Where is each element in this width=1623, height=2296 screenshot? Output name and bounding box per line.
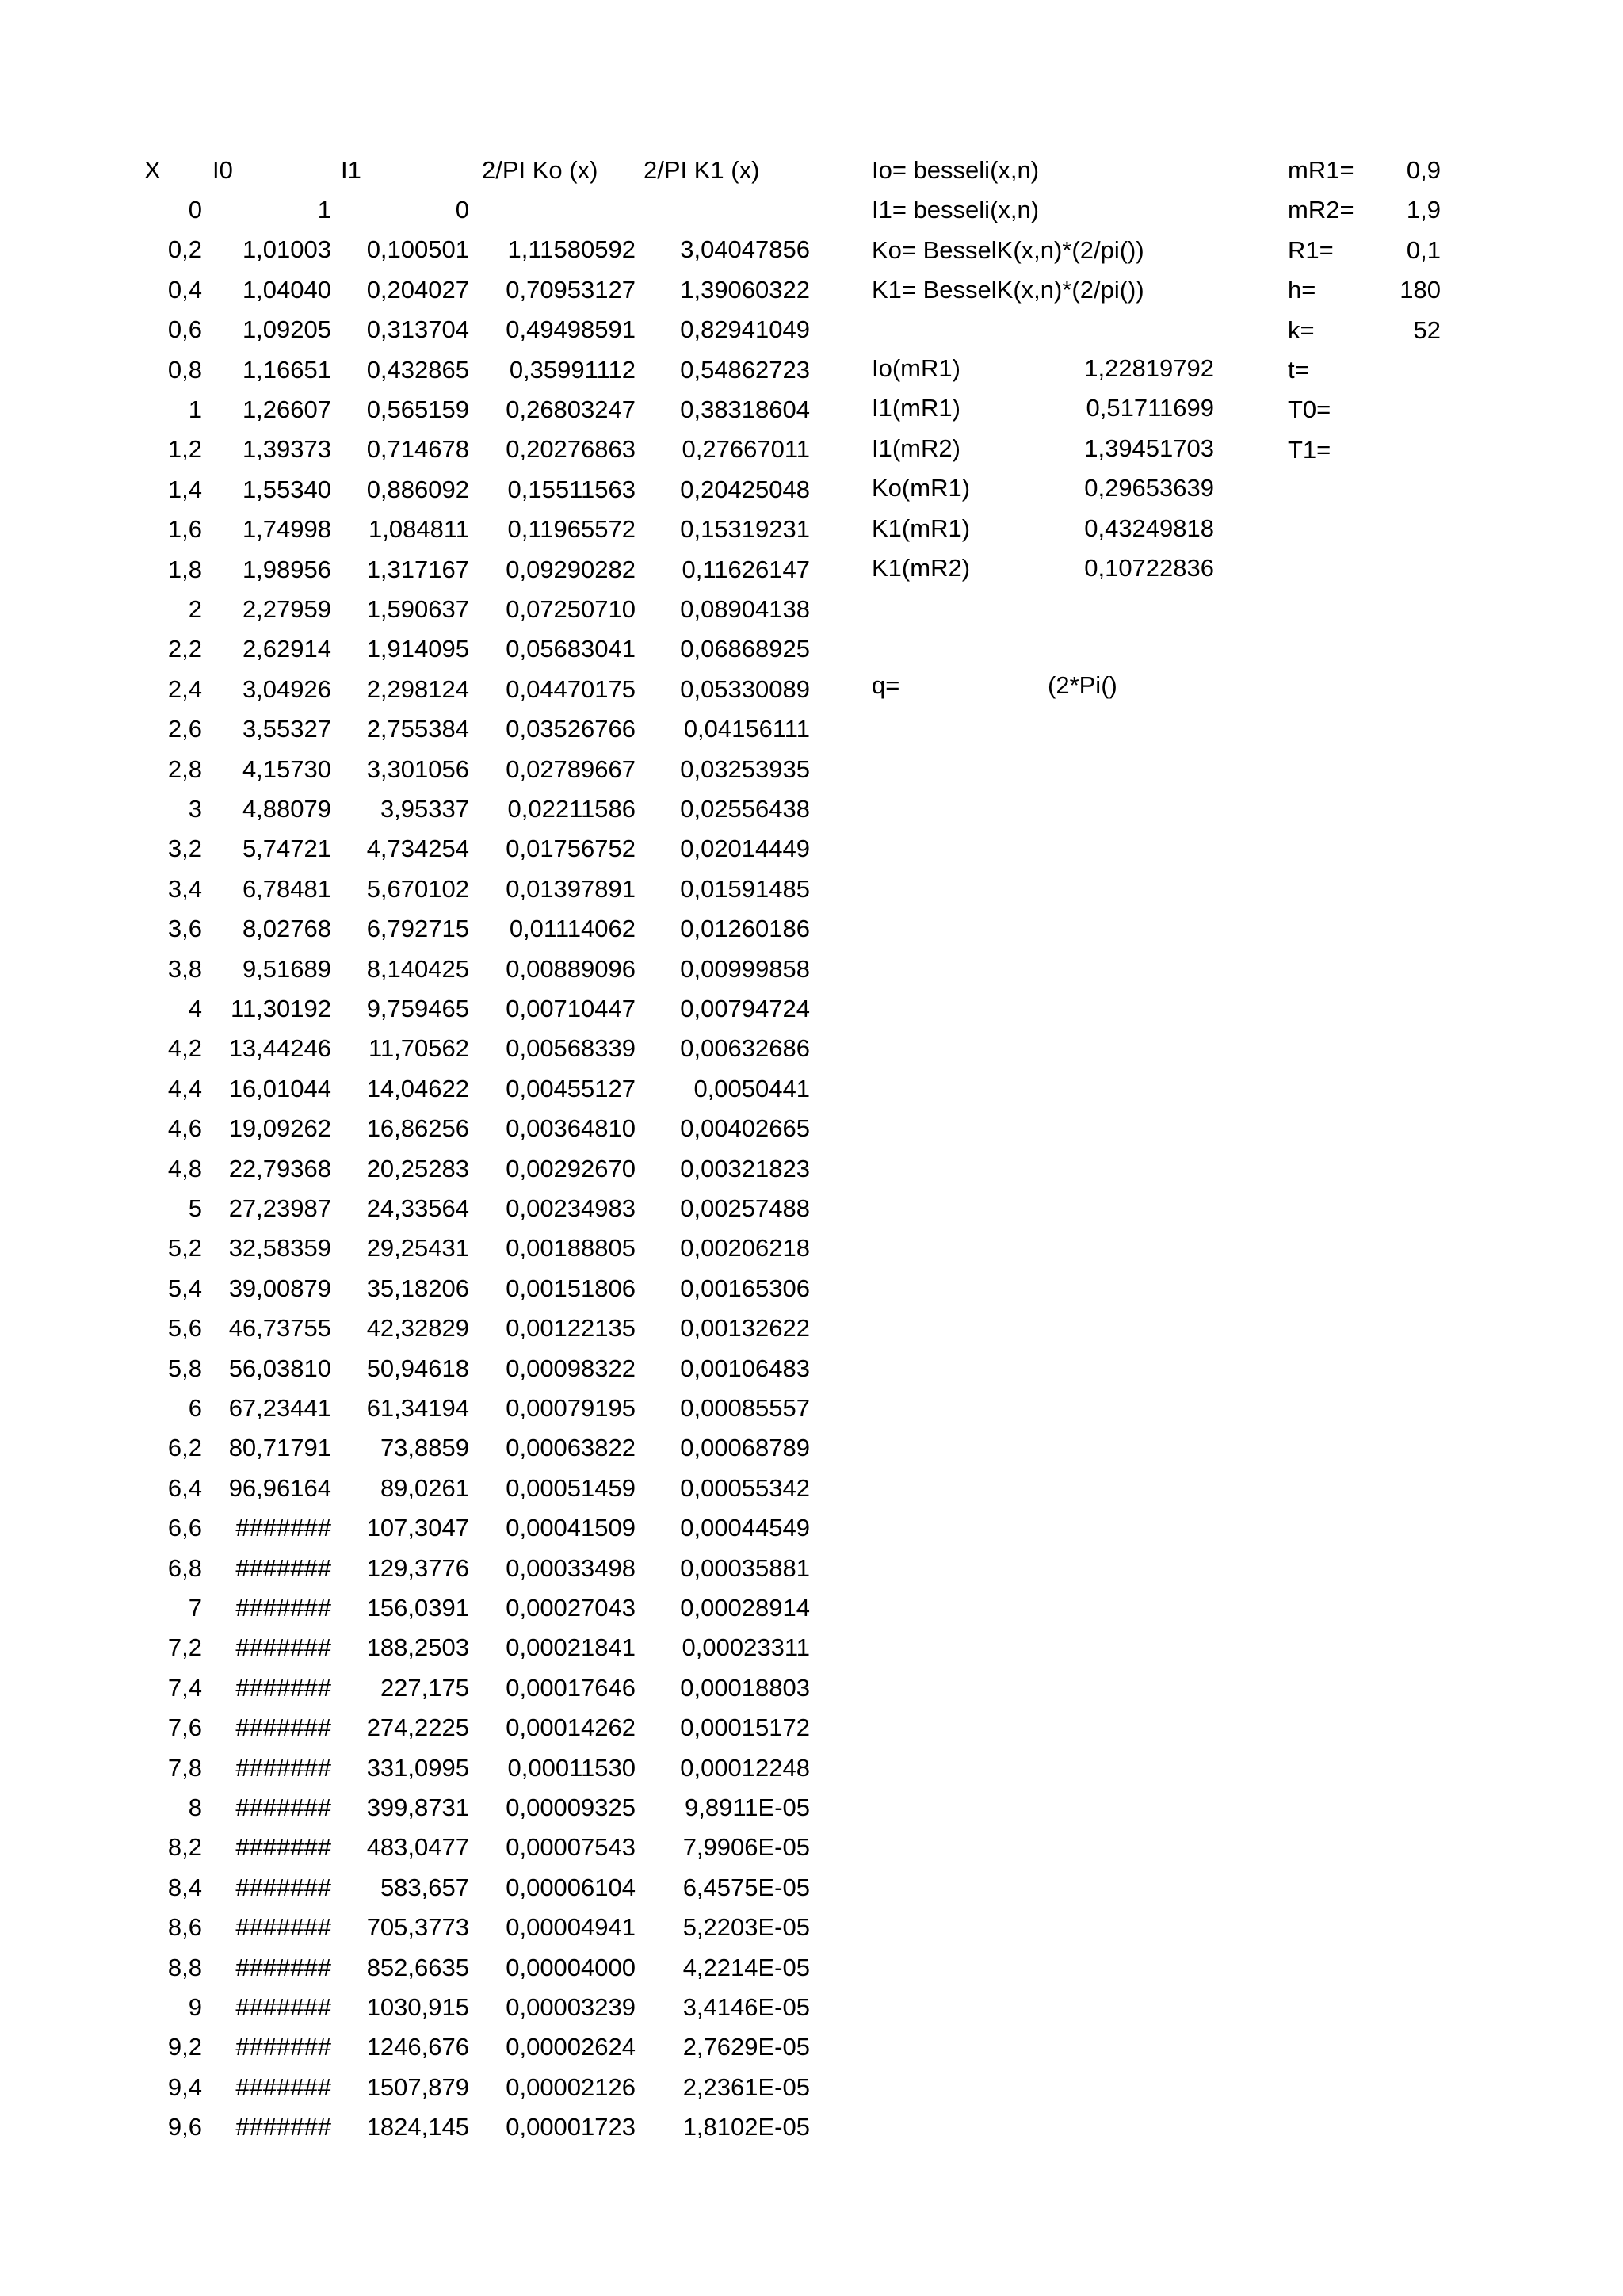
cell-k1: 0,03253935 <box>680 755 810 783</box>
cell-i1: 20,25283 <box>366 1154 469 1182</box>
cell-k1: 0,00012248 <box>680 1753 810 1782</box>
cell-k1: 0,06868925 <box>680 635 810 663</box>
cell-k1: 0,00044549 <box>680 1514 810 1542</box>
cell-i0: 1,74998 <box>242 515 331 544</box>
cell-x: 6,6 <box>167 1514 202 1542</box>
cell-k1: 0,00023311 <box>682 1633 810 1662</box>
cell-ko: 0,70953127 <box>506 275 636 304</box>
cell-i1: 9,759465 <box>366 995 469 1022</box>
cell-i1: 331,0995 <box>366 1753 469 1782</box>
cell-x: 0,2 <box>167 235 202 264</box>
cell-i1: 0,204027 <box>366 275 469 304</box>
result-value: 1,39451703 <box>1084 434 1214 462</box>
cell-i0: 13,44246 <box>228 1034 331 1063</box>
cell-i1: 1824,145 <box>366 2113 469 2141</box>
cell-i0: ####### <box>235 2113 331 2141</box>
cell-ko: 0,00710447 <box>506 995 636 1022</box>
cell-ko: 0,00234983 <box>506 1194 636 1222</box>
cell-ko: 0,00009325 <box>506 1794 636 1821</box>
cell-i0: 4,15730 <box>242 755 331 783</box>
cell-ko: 0,00002624 <box>506 2033 636 2061</box>
param-label: mR2= <box>1288 196 1354 224</box>
cell-i1: 4,734254 <box>366 835 469 863</box>
cell-k1: 0,02014449 <box>680 835 810 863</box>
cell-ko: 0,00122135 <box>506 1314 636 1343</box>
cell-k1: 0,00999858 <box>680 954 810 983</box>
cell-x: 3,8 <box>167 954 202 983</box>
cell-i0: 6,78481 <box>242 874 331 903</box>
cell-ko: 0,26803247 <box>506 395 636 423</box>
cell-k1: 0,00132622 <box>680 1314 810 1343</box>
formula-text: Io= besseli(x,n) <box>872 156 1040 184</box>
cell-i1: 1246,676 <box>366 2033 469 2061</box>
cell-ko: 0,02211586 <box>507 795 636 823</box>
cell-k1: 0,11626147 <box>682 555 810 583</box>
cell-i1: 3,301056 <box>366 755 469 783</box>
result-value: 0,10722836 <box>1084 554 1214 582</box>
cell-x: 3 <box>188 795 202 823</box>
param-label: T0= <box>1288 395 1331 424</box>
cell-x: 3,6 <box>167 915 202 943</box>
cell-i0: 8,02768 <box>242 915 331 943</box>
cell-k1: 9,8911E-05 <box>685 1794 810 1821</box>
cell-ko: 0,00051459 <box>506 1473 636 1502</box>
cell-i1: 156,0391 <box>366 1594 469 1622</box>
result-label: I1(mR1) <box>872 394 960 422</box>
cell-k1: 0,00085557 <box>680 1394 810 1422</box>
cell-x: 9,6 <box>167 2113 202 2141</box>
cell-i0: 56,03810 <box>228 1354 331 1382</box>
cell-x: 3,4 <box>167 874 202 903</box>
cell-x: 4,2 <box>167 1034 202 1063</box>
cell-ko: 0,00004000 <box>506 1953 636 1981</box>
result-label: Io(mR1) <box>872 354 960 382</box>
cell-i1: 399,8731 <box>366 1794 469 1821</box>
param-value <box>1379 350 1441 390</box>
cell-i0: ####### <box>235 1953 331 1981</box>
cell-k1: 0,38318604 <box>680 395 810 423</box>
result-value: 0,51711699 <box>1086 394 1214 422</box>
cell-k1: 0,27667011 <box>682 435 810 464</box>
param-label: t= <box>1288 356 1309 384</box>
cell-x: 6,2 <box>167 1434 202 1462</box>
cell-k1: 5,2203E-05 <box>682 1913 810 1942</box>
cell-k1: 0,00015172 <box>680 1713 810 1742</box>
cell-k1: 1,8102E-05 <box>682 2113 810 2141</box>
cell-x: 1 <box>188 395 202 423</box>
cell-ko: 0,07250710 <box>506 595 636 623</box>
q-value: (2*Pi() <box>1048 671 1117 699</box>
cell-ko: 0,01756752 <box>506 835 636 863</box>
cell-ko: 0,00011530 <box>507 1753 636 1782</box>
cell-x: 7,6 <box>167 1713 202 1742</box>
cell-ko: 0,02789667 <box>506 755 636 783</box>
cell-i0: 3,55327 <box>242 715 331 743</box>
cell-x: 7 <box>188 1594 202 1622</box>
cell-x: 6 <box>188 1394 202 1422</box>
cell-k1: 0,00055342 <box>680 1473 810 1502</box>
cell-x: 0 <box>188 196 202 223</box>
cell-i0: 46,73755 <box>228 1314 331 1343</box>
cell-i0: ####### <box>235 1753 331 1782</box>
cell-k1: 0,02556438 <box>680 795 810 823</box>
cell-x: 8,8 <box>167 1953 202 1981</box>
cell-ko: 0,00004941 <box>506 1913 636 1942</box>
cell-ko: 0,00007543 <box>506 1833 636 1862</box>
cell-i1: 227,175 <box>380 1673 469 1702</box>
cell-ko: 0,00027043 <box>506 1594 636 1622</box>
cell-i0: 5,74721 <box>242 835 331 863</box>
cell-i0: 1,01003 <box>242 235 331 264</box>
cell-i0: 1,39373 <box>242 435 331 464</box>
cell-i1: 0,313704 <box>366 315 469 344</box>
cell-k1: 2,2361E-05 <box>682 2073 810 2101</box>
cell-ko: 0,05683041 <box>506 635 636 663</box>
cell-ko: 0,11965572 <box>507 515 636 544</box>
cell-i1: 5,670102 <box>366 874 469 903</box>
formula-text: K1= BesselK(x,n)*(2/pi()) <box>872 276 1144 304</box>
cell-k1: 3,04047856 <box>680 235 810 264</box>
cell-i0: ####### <box>235 1993 331 2021</box>
cell-i1: 0 <box>455 196 469 223</box>
cell-ko: 0,00364810 <box>506 1114 636 1143</box>
cell-x: 5,2 <box>167 1234 202 1263</box>
cell-i0: ####### <box>235 1833 331 1862</box>
cell-k1: 0,0050441 <box>693 1074 810 1102</box>
cell-ko: 0,00021841 <box>506 1633 636 1662</box>
cell-i1: 0,886092 <box>366 475 469 503</box>
formula-text: Ko= BesselK(x,n)*(2/pi()) <box>872 235 1144 264</box>
cell-i0: ####### <box>235 1514 331 1542</box>
param-value: 0,1 <box>1406 235 1441 264</box>
cell-ko: 0,00033498 <box>506 1553 636 1582</box>
cell-i1: 107,3047 <box>366 1514 469 1542</box>
cell-k1: 0,00018803 <box>680 1673 810 1702</box>
cell-x: 1,8 <box>167 555 202 583</box>
cell-x: 2,6 <box>167 715 202 743</box>
cell-i0: 32,58359 <box>228 1234 331 1263</box>
cell-ko: 0,01114062 <box>509 915 636 943</box>
cell-i0: 11,30192 <box>231 995 331 1022</box>
cell-i1: 1,317167 <box>366 555 469 583</box>
cell-i0: 1,26607 <box>242 395 331 423</box>
cell-ko: 0,00188805 <box>506 1234 636 1263</box>
cell-k1: 0,15319231 <box>680 515 810 544</box>
cell-ko: 0,00292670 <box>506 1154 636 1182</box>
cell-k1: 0,01591485 <box>680 874 810 903</box>
cell-i0: 1,09205 <box>242 315 331 344</box>
cell-x: 6,8 <box>167 1553 202 1582</box>
cell-i0: ####### <box>235 1594 331 1622</box>
cell-i0: ####### <box>235 1713 331 1742</box>
cell-x: 8 <box>188 1794 202 1821</box>
result-value: 1,22819792 <box>1084 354 1214 382</box>
cell-ko: 0,00063822 <box>506 1434 636 1462</box>
cell-i1: 29,25431 <box>366 1234 469 1263</box>
result-label: Ko(mR1) <box>872 474 971 502</box>
cell-ko: 0,01397891 <box>506 874 636 903</box>
cell-ko: 0,09290282 <box>506 555 636 583</box>
cell-i1: 73,8859 <box>380 1434 469 1462</box>
cell-i1: 129,3776 <box>366 1553 469 1582</box>
cell-i1: 2,298124 <box>366 674 469 703</box>
cell-x: 0,6 <box>167 315 202 344</box>
cell-ko: 0,00455127 <box>506 1074 636 1102</box>
cell-x: 5 <box>188 1194 202 1222</box>
cell-ko: 0,00889096 <box>506 954 636 983</box>
cell-i0: 1,55340 <box>242 475 331 503</box>
cell-x: 2,4 <box>167 674 202 703</box>
cell-i0: ####### <box>235 1633 331 1662</box>
cell-ko: 0,00017646 <box>506 1673 636 1702</box>
param-label: h= <box>1288 276 1316 304</box>
cell-ko <box>471 190 636 230</box>
cell-k1: 0,00165306 <box>680 1274 810 1302</box>
cell-ko: 0,00079195 <box>506 1394 636 1422</box>
cell-x: 7,4 <box>167 1673 202 1702</box>
cell-ko: 0,20276863 <box>506 435 636 464</box>
cell-x: 0,4 <box>167 275 202 304</box>
cell-ko: 0,00041509 <box>506 1514 636 1542</box>
cell-i0: 4,88079 <box>242 795 331 823</box>
cell-i0: 2,62914 <box>242 635 331 663</box>
cell-k1: 0,08904138 <box>680 595 810 623</box>
cell-ko: 0,03526766 <box>506 715 636 743</box>
result-value: 0,43249818 <box>1084 514 1214 542</box>
cell-i1: 89,0261 <box>380 1473 469 1502</box>
cell-x: 8,4 <box>167 1873 202 1901</box>
cell-x: 5,8 <box>167 1354 202 1382</box>
cell-x: 9,4 <box>167 2073 202 2101</box>
param-label: T1= <box>1288 435 1331 464</box>
cell-k1: 3,4146E-05 <box>682 1993 810 2021</box>
cell-i1: 483,0477 <box>366 1833 469 1862</box>
cell-i0: ####### <box>235 1913 331 1942</box>
cell-i0: ####### <box>235 1553 331 1582</box>
cell-ko: 0,04470175 <box>506 674 636 703</box>
cell-k1: 0,00632686 <box>680 1034 810 1063</box>
cell-ko: 1,11580592 <box>507 235 636 264</box>
param-label: k= <box>1288 315 1315 344</box>
cell-k1: 0,00402665 <box>680 1114 810 1143</box>
cell-i1: 1507,879 <box>366 2073 469 2101</box>
cell-k1: 0,04156111 <box>683 715 810 743</box>
cell-k1: 0,01260186 <box>680 915 810 943</box>
cell-i0: 67,23441 <box>228 1394 331 1422</box>
cell-x: 2,2 <box>167 635 202 663</box>
result-label: K1(mR1) <box>872 514 971 542</box>
cell-x: 8,6 <box>167 1913 202 1942</box>
cell-ko: 0,49498591 <box>506 315 636 344</box>
header-i1: I1 <box>341 156 361 184</box>
cell-x: 1,2 <box>167 435 202 464</box>
header-ko: 2/PI Ko (x) <box>482 156 598 184</box>
cell-i1: 16,86256 <box>366 1114 469 1143</box>
cell-x: 4,8 <box>167 1154 202 1182</box>
cell-i1: 0,100501 <box>366 235 469 264</box>
cell-i0: 2,27959 <box>242 595 331 623</box>
result-value: 0,29653639 <box>1084 474 1214 502</box>
cell-k1: 0,00257488 <box>680 1194 810 1222</box>
cell-k1: 0,00035881 <box>680 1553 810 1582</box>
header-x: X <box>144 156 161 184</box>
cell-ko: 0,00006104 <box>506 1873 636 1901</box>
cell-x: 0,8 <box>167 355 202 384</box>
cell-i0: 3,04926 <box>242 674 331 703</box>
cell-ko: 0,00002126 <box>506 2073 636 2101</box>
cell-i1: 0,714678 <box>366 435 469 464</box>
cell-x: 5,4 <box>167 1274 202 1302</box>
cell-k1: 0,00068789 <box>680 1434 810 1462</box>
result-label: I1(mR2) <box>872 434 960 462</box>
cell-ko: 0,00151806 <box>506 1274 636 1302</box>
cell-i0: 96,96164 <box>228 1473 331 1502</box>
cell-x: 4,4 <box>167 1074 202 1102</box>
cell-i1: 3,95337 <box>380 795 469 823</box>
q-label: q= <box>872 671 900 699</box>
cell-ko: 0,00001723 <box>506 2113 636 2141</box>
param-value: 180 <box>1400 276 1441 304</box>
formula-text: I1= besseli(x,n) <box>872 196 1040 224</box>
param-value: 1,9 <box>1406 196 1441 224</box>
cell-i1: 11,70562 <box>369 1034 469 1063</box>
cell-i0: ####### <box>235 1873 331 1901</box>
param-label: mR1= <box>1288 156 1354 184</box>
cell-i0: ####### <box>235 2073 331 2101</box>
cell-k1: 0,00028914 <box>680 1594 810 1622</box>
cell-k1: 0,54862723 <box>680 355 810 384</box>
param-value <box>1379 390 1441 430</box>
cell-i1: 188,2503 <box>366 1633 469 1662</box>
cell-i1: 1,914095 <box>366 635 469 663</box>
header-i0: I0 <box>212 156 233 184</box>
cell-x: 5,6 <box>167 1314 202 1343</box>
cell-x: 2,8 <box>167 755 202 783</box>
cell-k1: 0,00321823 <box>680 1154 810 1182</box>
cell-i1: 35,18206 <box>366 1274 469 1302</box>
cell-i1: 852,6635 <box>366 1953 469 1981</box>
cell-x: 1,6 <box>167 515 202 544</box>
cell-k1: 4,2214E-05 <box>682 1953 810 1981</box>
cell-i0: ####### <box>235 2033 331 2061</box>
cell-ko: 0,15511563 <box>507 475 636 503</box>
cell-k1: 0,00106483 <box>680 1354 810 1382</box>
cell-k1: 1,39060322 <box>680 275 810 304</box>
cell-x: 9 <box>188 1993 202 2021</box>
cell-x: 7,2 <box>167 1633 202 1662</box>
param-value <box>1379 430 1441 470</box>
cell-i1: 0,565159 <box>366 395 469 423</box>
cell-x: 2 <box>188 595 202 623</box>
cell-i1: 1030,915 <box>366 1993 469 2021</box>
result-label: K1(mR2) <box>872 554 971 582</box>
cell-i0: 1,04040 <box>242 275 331 304</box>
param-value: 0,9 <box>1406 156 1441 184</box>
cell-i1: 24,33564 <box>366 1194 469 1222</box>
cell-ko: 0,00568339 <box>506 1034 636 1063</box>
cell-x: 4 <box>188 995 202 1022</box>
cell-ko: 0,00098322 <box>506 1354 636 1382</box>
cell-ko: 0,35991112 <box>509 355 636 384</box>
cell-i0: ####### <box>235 1673 331 1702</box>
cell-i1: 2,755384 <box>366 715 469 743</box>
cell-i1: 705,3773 <box>366 1913 469 1942</box>
param-label: R1= <box>1288 235 1334 264</box>
cell-i0: 39,00879 <box>228 1274 331 1302</box>
cell-i1: 61,34194 <box>366 1394 469 1422</box>
cell-i1: 1,084811 <box>369 515 469 544</box>
cell-k1: 7,9906E-05 <box>682 1833 810 1862</box>
cell-x: 4,6 <box>167 1114 202 1143</box>
cell-k1: 0,82941049 <box>680 315 810 344</box>
cell-i1: 583,657 <box>380 1873 469 1901</box>
cell-k1: 0,00794724 <box>680 995 810 1022</box>
cell-i1: 0,432865 <box>366 355 469 384</box>
cell-ko: 0,00003239 <box>506 1993 636 2021</box>
cell-i1: 6,792715 <box>366 915 469 943</box>
cell-i0: 16,01044 <box>228 1074 331 1102</box>
cell-i0: ####### <box>235 1794 331 1821</box>
cell-k1: 0,20425048 <box>680 475 810 503</box>
cell-k1 <box>637 190 810 230</box>
cell-i1: 14,04622 <box>366 1074 469 1102</box>
cell-i0: 1,98956 <box>242 555 331 583</box>
cell-i0: 80,71791 <box>228 1434 331 1462</box>
cell-i1: 42,32829 <box>366 1314 469 1343</box>
cell-i1: 1,590637 <box>366 595 469 623</box>
param-value: 52 <box>1413 315 1441 344</box>
cell-x: 9,2 <box>167 2033 202 2061</box>
cell-k1: 2,7629E-05 <box>682 2033 810 2061</box>
cell-k1: 0,05330089 <box>680 674 810 703</box>
cell-i0: 1 <box>317 196 331 223</box>
cell-i0: 9,51689 <box>242 954 331 983</box>
cell-x: 3,2 <box>167 835 202 863</box>
header-k1: 2/PI K1 (x) <box>643 156 760 184</box>
cell-x: 7,8 <box>167 1753 202 1782</box>
cell-ko: 0,00014262 <box>506 1713 636 1742</box>
cell-i0: 22,79368 <box>228 1154 331 1182</box>
cell-k1: 6,4575E-05 <box>682 1873 810 1901</box>
cell-k1: 0,00206218 <box>680 1234 810 1263</box>
cell-i1: 8,140425 <box>366 954 469 983</box>
cell-i1: 274,2225 <box>366 1713 469 1742</box>
cell-x: 8,2 <box>167 1833 202 1862</box>
cell-i0: 19,09262 <box>228 1114 331 1143</box>
cell-i0: 27,23987 <box>228 1194 331 1222</box>
cell-x: 6,4 <box>167 1473 202 1502</box>
cell-i1: 50,94618 <box>366 1354 469 1382</box>
cell-i0: 1,16651 <box>242 355 331 384</box>
cell-x: 1,4 <box>167 475 202 503</box>
